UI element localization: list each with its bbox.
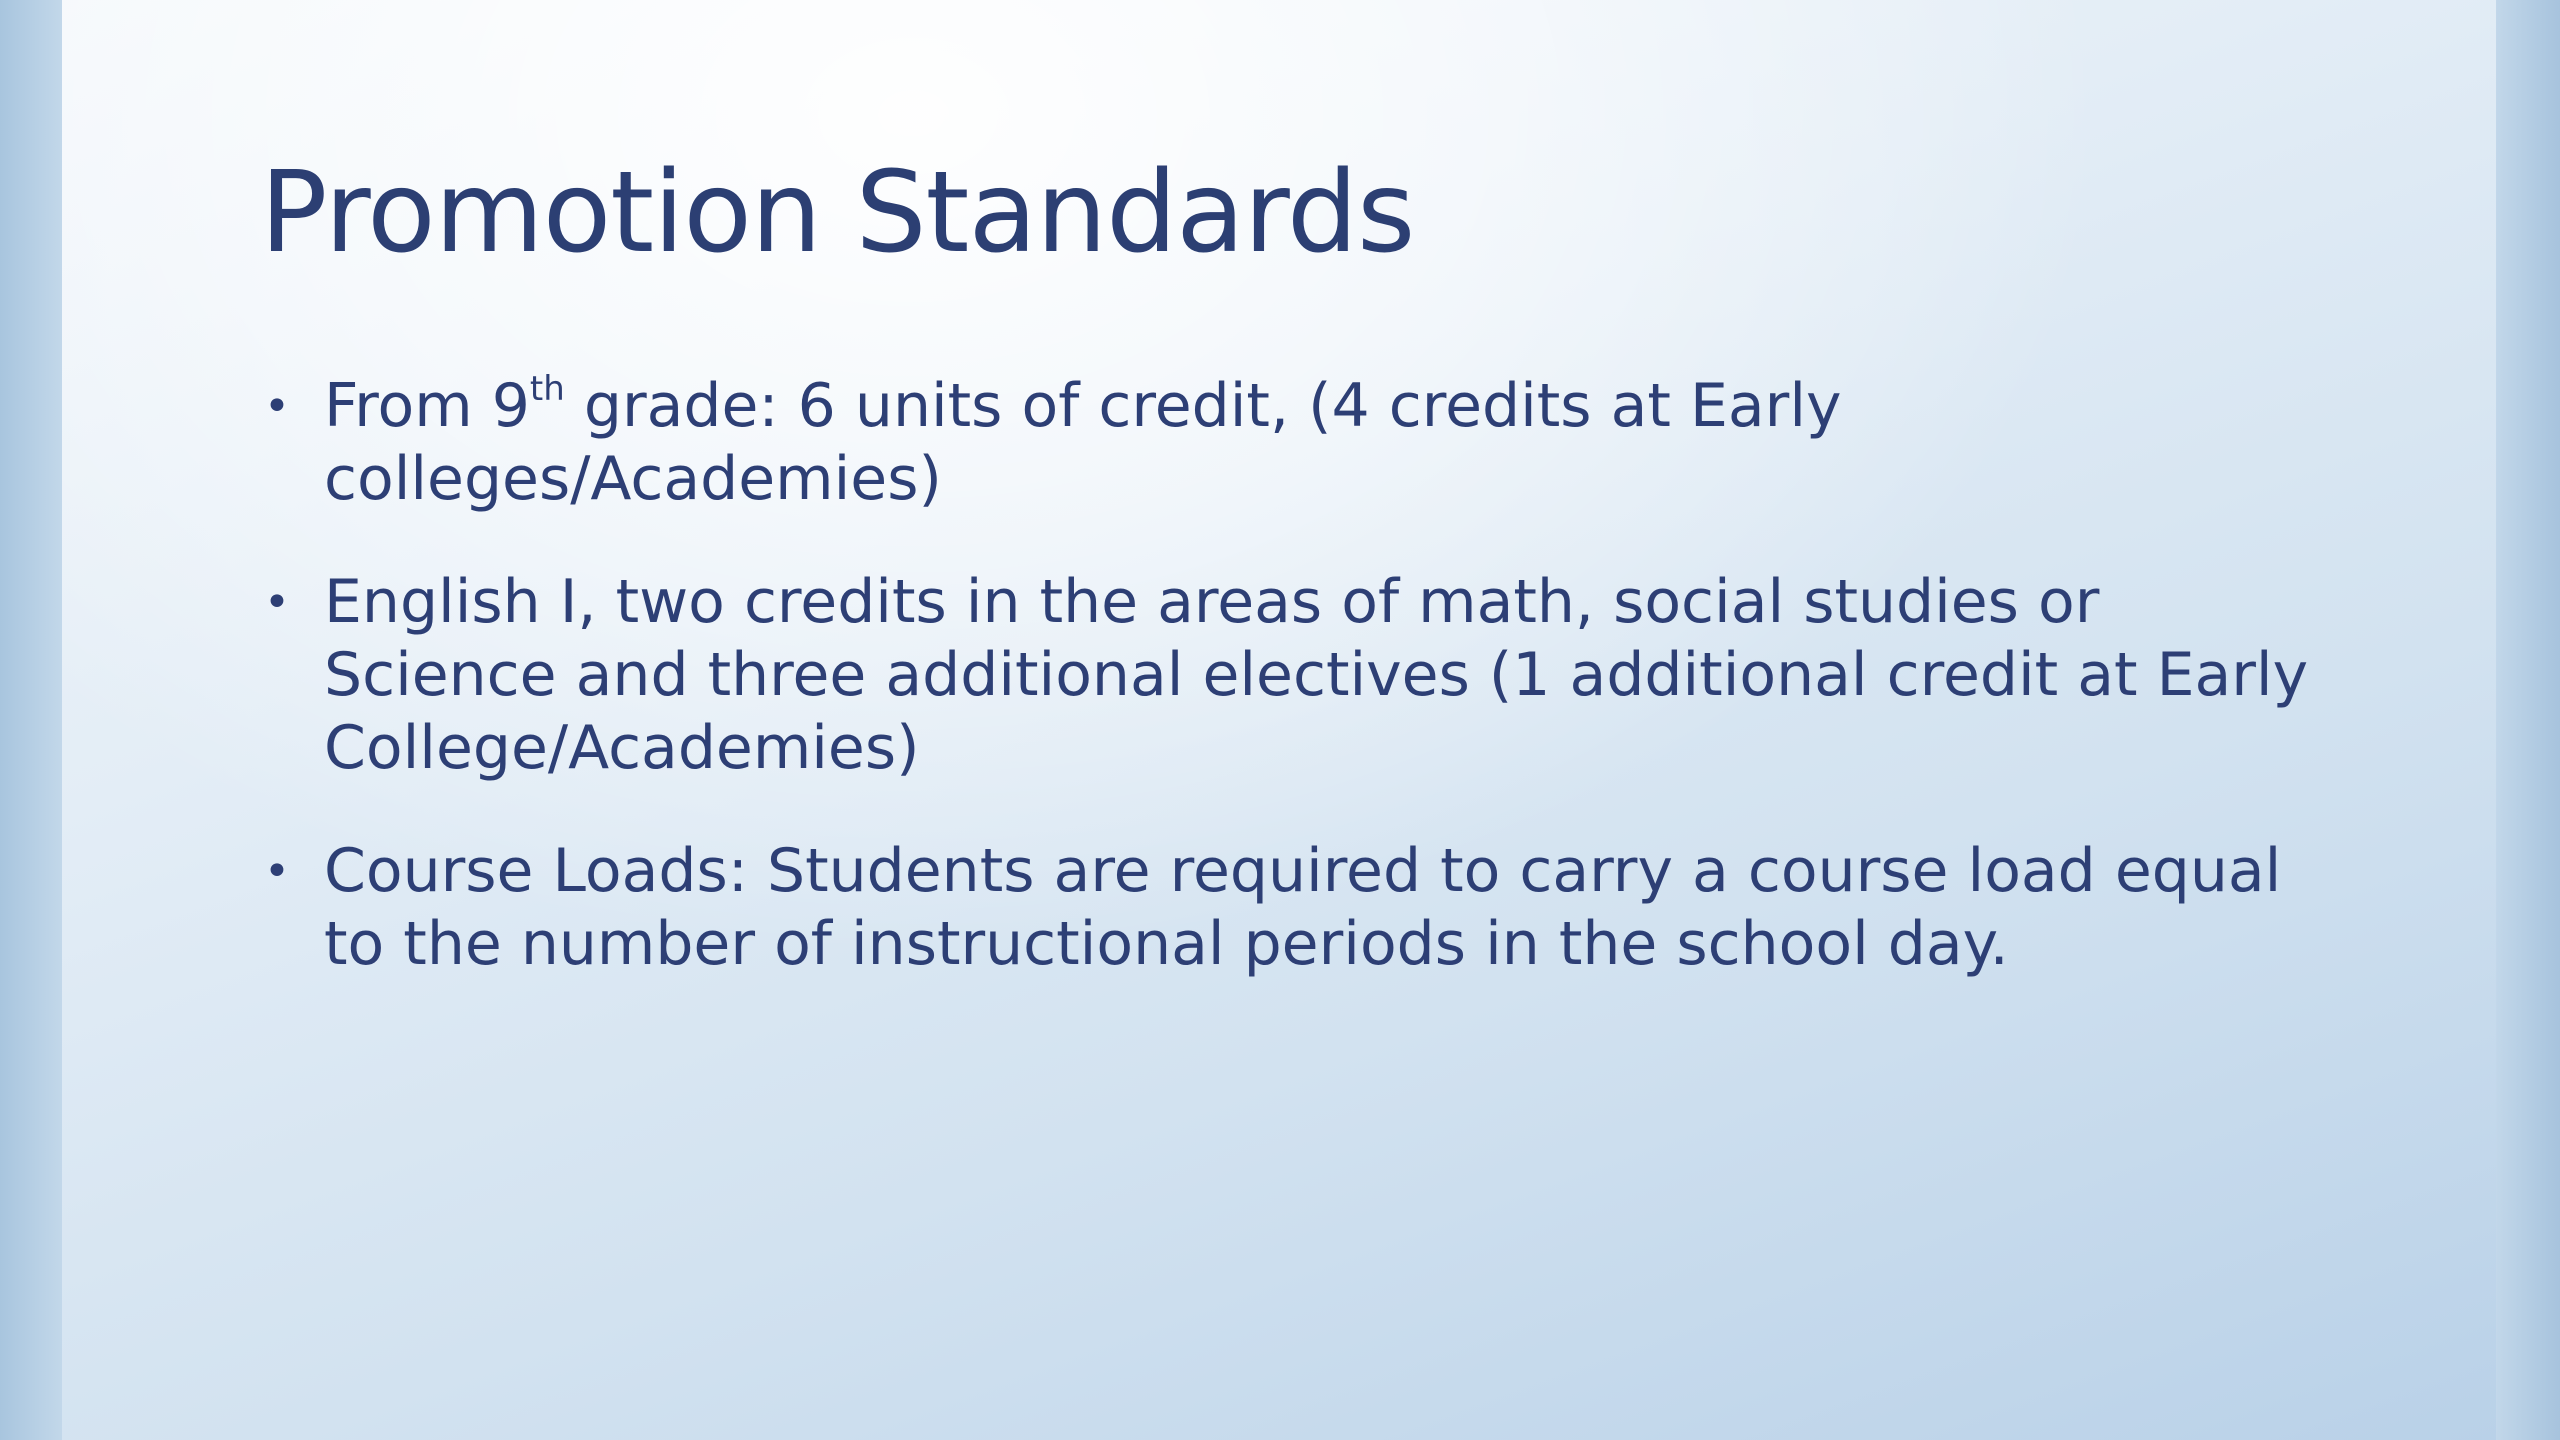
bullet-marker: • <box>264 381 290 432</box>
bullet-marker: • <box>264 577 290 628</box>
bullet-item <box>260 835 2340 981</box>
bullet-text: English I, two credits in the areas of math, social studies or Science and three additional electives (1 additional credit at Early College/Academies) <box>324 567 2309 783</box>
bullet-list <box>260 370 2340 1031</box>
slide-title: Promotion Standards <box>260 148 1415 278</box>
bullet-item <box>260 370 2340 516</box>
bullet-text: Course Loads: Students are required to carry a course load equal to the number of instructional periods in the school day. <box>324 836 2282 979</box>
bullet-item <box>260 566 2340 785</box>
slide <box>62 0 2496 1440</box>
bullet-marker: • <box>264 846 290 897</box>
bullet-text-end: grade: 6 units of credit, (4 credits at Early colleges/Academies) <box>324 371 1842 514</box>
ordinal-superscript: th <box>529 369 565 409</box>
bullet-text-start: From 9 <box>324 371 530 441</box>
